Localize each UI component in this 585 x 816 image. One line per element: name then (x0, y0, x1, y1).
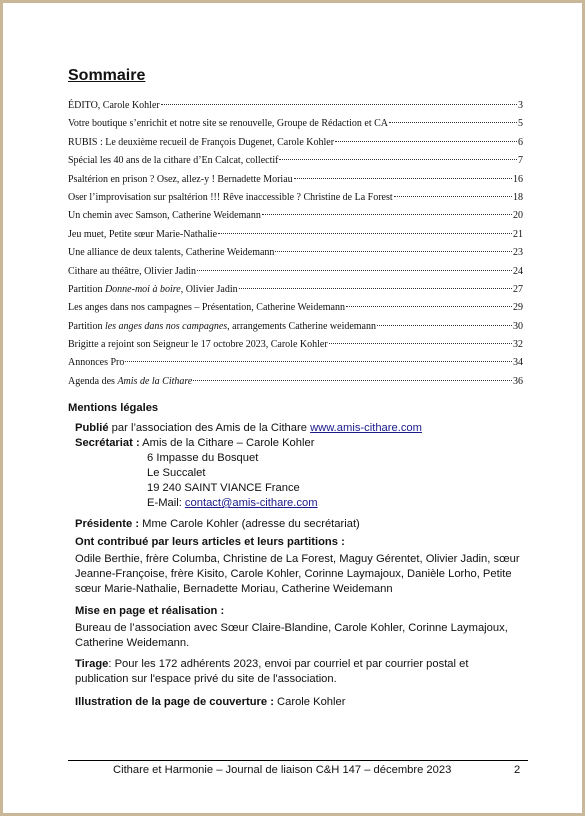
secretariat-line (75, 436, 314, 451)
toc-entry-title: Un chemin avec Samson, Catherine Weidemann (68, 210, 261, 222)
toc-dot-leader (161, 104, 517, 105)
toc-dot-leader (394, 196, 512, 197)
illustration-text: Carole Kohler (273, 696, 346, 708)
toc-dot-leader (239, 288, 512, 289)
toc-entry (68, 226, 523, 244)
toc-page-number: 34 (513, 357, 523, 369)
toc-page-number: 30 (513, 320, 523, 332)
toc-dot-leader (346, 306, 512, 307)
address-line: 19 240 SAINT VIANCE France (147, 482, 300, 494)
secretariat-label: Secrétariat : (75, 437, 140, 449)
toc-entry (68, 97, 523, 115)
toc-page-number: 27 (513, 283, 523, 295)
toc-entry-title: ÉDITO, Carole Kohler (68, 100, 160, 111)
illustration-label: Illustration de la page de couverture : (75, 696, 274, 708)
toc-entry-title: Partition les anges dans nos campagnes, arrangements Catherine weidemann (68, 320, 376, 332)
toc-page-number: 7 (518, 155, 523, 167)
layout-text: Bureau de l’association avec Sœur Claire-Blandine, Carole Kohler, Corinne Laymajoux, Catherine Weidemann. (75, 622, 508, 649)
toc-dot-leader (335, 141, 517, 142)
toc-entry-title: Annonces Pro (68, 357, 125, 369)
toc-entry-title: Agenda des Amis de la Cithare (68, 375, 193, 387)
toc-dot-leader (294, 178, 512, 179)
toc-entry-title: Brigitte a rejoint son Seigneur le 17 octobre 2023, Carole Kohler (68, 339, 328, 351)
footer-page-number: 2 (514, 764, 521, 776)
toc-entry-title: Partition Donne-moi à boire, Olivier Jadin (68, 283, 238, 295)
toc-page-number: 6 (518, 136, 523, 148)
toc-dot-leader (262, 214, 512, 215)
toc-entry-title: Une alliance de deux talents, Catherine Weidemann (68, 247, 275, 259)
toc-entry (68, 244, 523, 262)
toc-entry (68, 318, 523, 336)
toc-entry (68, 189, 523, 207)
toc-entry-title: Jeu muet, Petite sœur Marie-Nathalie (68, 228, 218, 240)
toc-page-number: 16 (513, 173, 523, 185)
toc-dot-leader (125, 361, 512, 362)
toc-entry (68, 134, 523, 152)
address-line: Le Succalet (147, 467, 206, 479)
toc-dot-leader (197, 270, 512, 271)
publisher-line (75, 421, 422, 436)
publie-label: Publié (75, 422, 109, 434)
illustration-line (75, 695, 345, 710)
toc-dot-leader (279, 159, 517, 160)
toc-italic-title: les anges dans nos campagnes (104, 320, 228, 332)
toc-entry (68, 373, 523, 391)
toc-page-number: 32 (513, 339, 523, 351)
address-line: 6 Impasse du Bosquet (147, 452, 259, 464)
toc-entry-title: RUBIS : Le deuxième recueil de François Dugenet, Carole Kohler (68, 136, 335, 148)
toc-entry-title: Psaltérion en prison ? Osez, allez-y ! Bernadette Moriau (68, 173, 293, 185)
toc-dot-leader (218, 233, 512, 234)
toc-entry (68, 263, 523, 281)
email-line (147, 496, 318, 511)
toc-page-number: 24 (513, 265, 523, 277)
table-of-contents (68, 97, 523, 391)
page-title: Sommaire (68, 67, 146, 84)
layout-heading: Mise en page et réalisation : (75, 605, 225, 617)
toc-dot-leader (275, 251, 512, 252)
secretariat-text: Amis de la Cithare – Carole Kohler (139, 437, 315, 449)
presidente-label: Présidente : (75, 518, 140, 530)
toc-italic-title: Donne-moi à boire (104, 283, 181, 295)
footer-text: Cithare et Harmonie – Journal de liaison C&H 147 – décembre 2023 (113, 764, 452, 776)
tirage-text: : Pour les 172 adhérents 2023, envoi par courriel et par courrier postal et publication sur l'espace privé du site de l'association. (75, 658, 469, 685)
toc-page-number: 29 (513, 302, 523, 314)
tirage-label: Tirage (75, 658, 109, 670)
email-label: E-Mail: (147, 497, 185, 509)
footer-rule (68, 760, 528, 761)
toc-entry-title: Spécial les 40 ans de la cithare d’En Calcat, collectif (68, 155, 279, 167)
presidente-text: Mme Carole Kohler (adresse du secrétariat) (139, 518, 360, 530)
toc-page-number: 20 (513, 210, 523, 222)
toc-dot-leader (389, 122, 517, 123)
toc-entry (68, 115, 523, 133)
toc-entry-title: Oser l’improvisation sur psaltérion !!! Rêve inaccessible ? Christine de La Forest (68, 191, 393, 203)
toc-entry (68, 281, 523, 299)
toc-dot-leader (193, 380, 512, 381)
legal-heading: Mentions légales (68, 402, 159, 414)
tirage-line (75, 657, 525, 687)
toc-entry (68, 152, 523, 170)
toc-page-number: 5 (518, 118, 523, 130)
toc-dot-leader (377, 325, 512, 326)
toc-dot-leader (329, 343, 512, 344)
toc-entry (68, 336, 523, 354)
publie-text: par l’association des Amis de la Cithare (108, 422, 311, 434)
toc-page-number: 23 (513, 247, 523, 259)
presidente-line (75, 517, 360, 532)
toc-entry-title: Cithare au théâtre, Olivier Jadin (68, 265, 197, 277)
toc-page-number: 36 (513, 375, 523, 387)
toc-page-number: 18 (513, 191, 523, 203)
toc-entry (68, 299, 523, 317)
email-link[interactable]: contact@amis-cithare.com (184, 497, 318, 509)
toc-entry-title: Votre boutique s’enrichit et notre site se renouvelle, Groupe de Rédaction et CA (68, 118, 388, 130)
contributors-heading: Ont contribué par leurs articles et leurs partitions : (75, 536, 345, 548)
toc-entry (68, 207, 523, 225)
toc-entry-title: Les anges dans nos campagnes – Présentation, Catherine Weidemann (68, 302, 345, 314)
toc-italic-title: Amis de la Cithare (117, 375, 193, 387)
toc-entry (68, 171, 523, 189)
toc-page-number: 3 (518, 100, 523, 111)
website-link[interactable]: www.amis-cithare.com (310, 422, 422, 434)
contributors-text: Odile Berthie, frère Columba, Christine de La Forest, Maguy Gérentet, Olivier Jadin, sœur Jeanne-Françoise, frère Kisito, Carole Kohler, Corinne Laymajoux, Danièle Lorho, Petite sœur Marie-Nathalie, Bernadette Moriau, Catherine Weidemann (75, 553, 520, 595)
toc-page-number: 21 (513, 228, 523, 240)
toc-entry (68, 354, 523, 372)
